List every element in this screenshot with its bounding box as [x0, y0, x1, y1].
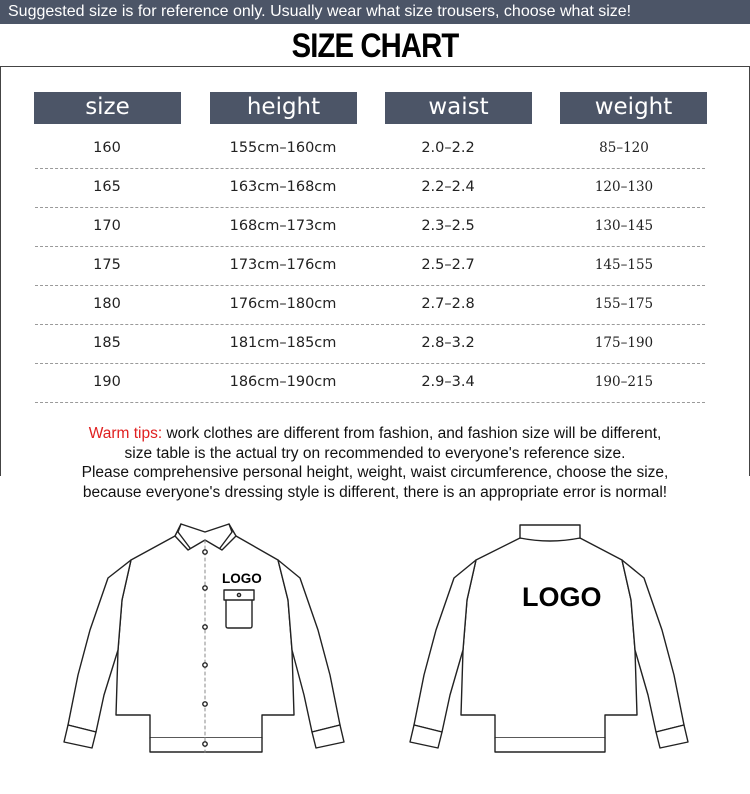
table-row [35, 247, 705, 286]
tips-line-1-text: work clothes are different from fashion, and fashion size will be different, [162, 425, 662, 442]
jacket-illustration [0, 510, 750, 794]
cell-size: 160 [93, 140, 121, 156]
cell-height: 163cm–168cm [229, 179, 337, 195]
back-jacket [410, 525, 688, 752]
cell-weight: 145–155 [594, 257, 654, 273]
cell-height: 173cm–176cm [229, 257, 337, 273]
cell-waist: 2.8–3.2 [421, 335, 475, 351]
table-row [35, 130, 705, 169]
tips-line-3: Please comprehensive personal height, weight, waist circumference, choose the size, [81, 464, 669, 481]
header-size: size [34, 92, 181, 124]
row-separator [35, 402, 705, 403]
table-row [35, 325, 705, 364]
table-row [35, 208, 705, 247]
tips-line-1 [0, 424, 750, 444]
front-jacket [64, 524, 344, 752]
cell-weight: 120–130 [594, 179, 654, 195]
header-weight: weight [560, 92, 707, 124]
cell-waist: 2.5–2.7 [421, 257, 475, 273]
cell-weight: 175–190 [594, 335, 654, 351]
page-title: SIZE CHART [291, 27, 459, 65]
header-height: height [210, 92, 357, 124]
cell-size: 190 [93, 374, 121, 390]
cell-weight: 130–145 [594, 218, 654, 234]
table-row [35, 169, 705, 208]
cell-size: 165 [93, 179, 121, 195]
cell-height: 168cm–173cm [229, 218, 337, 234]
cell-waist: 2.3–2.5 [421, 218, 475, 234]
cell-height: 176cm–180cm [229, 296, 337, 312]
cell-size: 170 [93, 218, 121, 234]
warm-tips [0, 424, 750, 502]
tips-line-4: because everyone's dressing style is different, there is an appropriate error is normal! [82, 483, 668, 501]
table-row [35, 286, 705, 325]
cell-height: 186cm–190cm [229, 374, 337, 390]
back-logo-text: LOGO [522, 582, 602, 612]
cell-size: 185 [93, 335, 121, 351]
tips-line-2: size table is the actual try on recommended to everyone's reference size. [124, 444, 626, 462]
cell-waist: 2.2–2.4 [421, 179, 475, 195]
cell-waist: 2.9–3.4 [421, 374, 475, 390]
front-logo-text: LOGO [222, 571, 262, 586]
cell-weight: 155–175 [594, 296, 654, 312]
cell-weight: 85–120 [599, 140, 649, 156]
cell-waist: 2.7–2.8 [421, 296, 475, 312]
header-waist: waist [385, 92, 532, 124]
cell-size: 175 [93, 257, 121, 273]
cell-size: 180 [93, 296, 121, 312]
top-banner: Suggested size is for reference only. Usually wear what size trousers, choose what size! [0, 0, 750, 24]
cell-waist: 2.0–2.2 [421, 140, 475, 156]
cell-height: 181cm–185cm [229, 335, 337, 351]
table-row [35, 364, 705, 403]
tips-label: Warm tips: [88, 425, 163, 442]
cell-weight: 190–215 [594, 374, 654, 390]
cell-height: 155cm–160cm [229, 140, 337, 156]
